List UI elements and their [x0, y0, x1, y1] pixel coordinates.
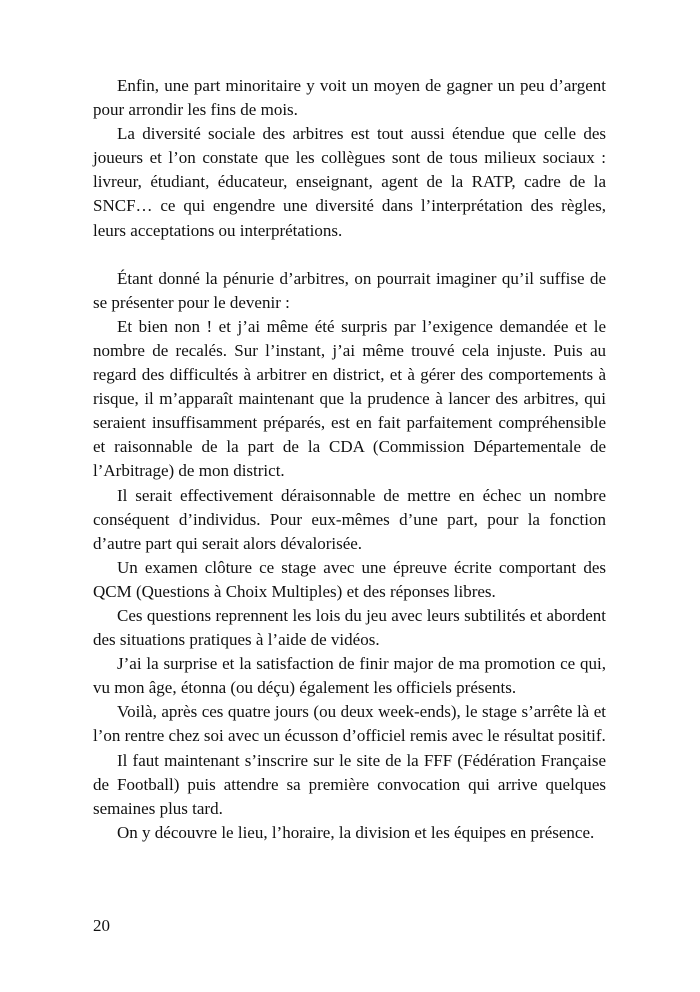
paragraph: Étant donné la pénurie d’arbitres, on pourrait imaginer qu’il suffise de se présenter pour le devenir :	[93, 268, 606, 312]
paragraph: Il faut maintenant s’inscrire sur le site de la FFF (Fédération Française de Football) puis attendre sa première convocation qui arrive quelques semaines plus tard.	[93, 750, 606, 818]
paragraph: Et bien non ! et j’ai même été surpris par l’exigence demandée et le nombre de recalés. Sur l’instant, j’ai même trouvé cela injuste. Puis au regard des difficultés à arbitrer en district, et à gérer des comportements à risque, il m’apparaît maintenant que la prudence à lancer des arbitres, qui seraient insuffisamment préparés, est en fait parfaitement compréhensible et raisonnable de la part de la CDA (Commission Départementale de l’Arbitrage) de mon district.	[93, 316, 606, 481]
paragraph-gap	[93, 243, 606, 267]
paragraph: Voilà, après ces quatre jours (ou deux week-ends), le stage s’arrête là et l’on rentre chez soi avec un écusson d’officiel remis avec le résultat positif.	[93, 702, 606, 746]
paragraph: Ces questions reprennent les lois du jeu avec leurs subtilités et abordent des situations pratiques à l’aide de vidéos.	[93, 605, 606, 650]
paragraph: J’ai la surprise et la satisfaction de finir major de ma promotion ce qui, vu mon âge, étonna (ou déçu) également les officiels présents.	[93, 654, 606, 698]
paragraph: Un examen clôture ce stage avec une épreuve écrite comportant des QCM (Questions à Choix Multiples) et des réponses libres.	[93, 557, 606, 601]
paragraph: Il serait effectivement déraisonnable de mettre en échec un nombre conséquent d’individus. Pour eux-mêmes d’une part, pour la fonction d’autre part qui serait alors dévalorisée.	[93, 485, 606, 553]
page-number: 20	[93, 916, 110, 935]
paragraph: La diversité sociale des arbitres est tout aussi étendue que celle des joueurs et l’on constate que les collègues sont de tous milieux sociaux : livreur, étudiant, éducateur, enseignant, agent de la RATP, cadre de la SNCF… ce qui engendre une diversité dans l’interprétation des règles, leurs acceptations ou interprétations.	[93, 124, 606, 240]
paragraph: Enfin, une part minoritaire y voit un moyen de gagner un peu d’argent pour arrondir les fins de mois.	[93, 76, 606, 120]
paragraph: On y découvre le lieu, l’horaire, la division et les équipes en présence.	[117, 822, 595, 842]
body-text	[93, 74, 606, 845]
